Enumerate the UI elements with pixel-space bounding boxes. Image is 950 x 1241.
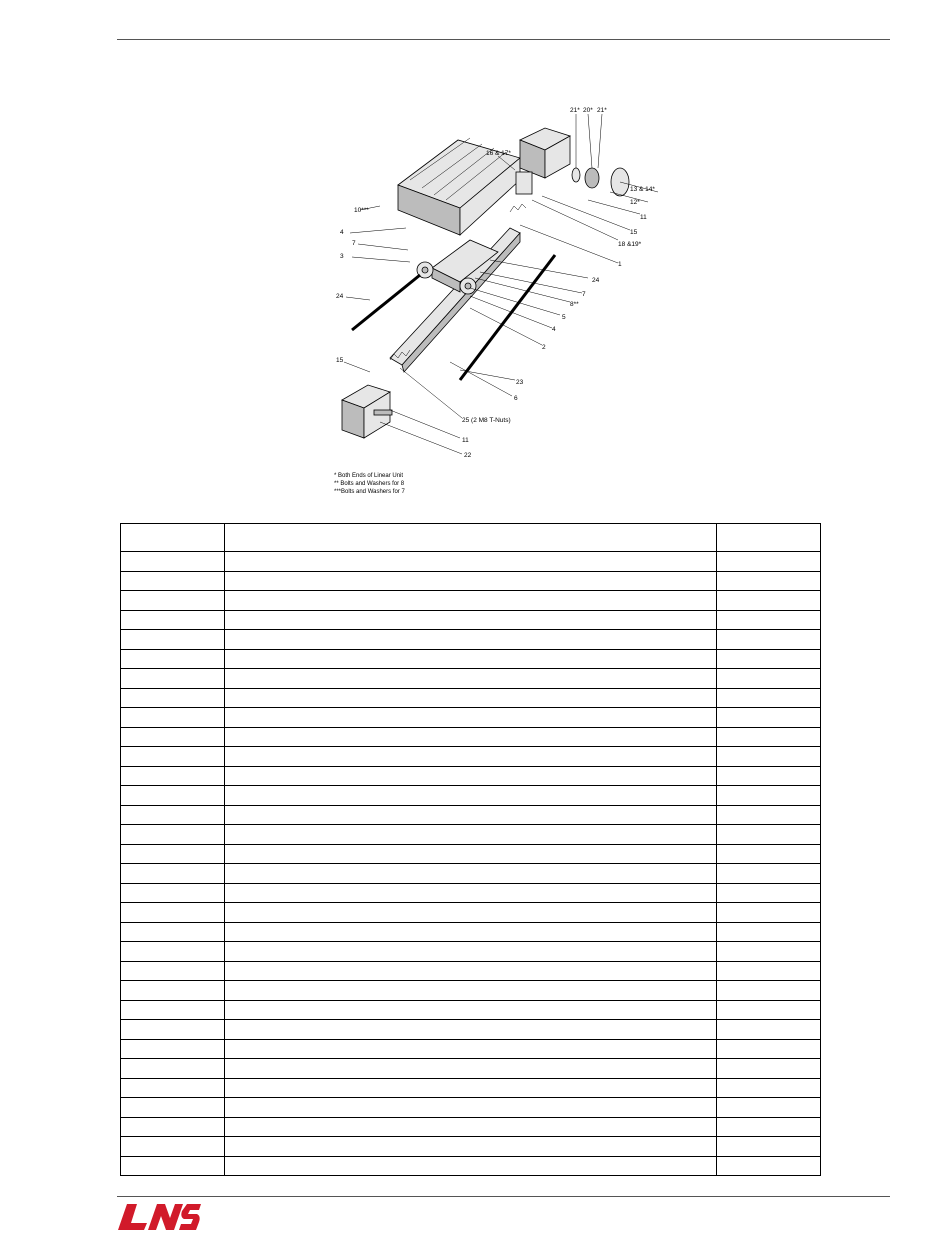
table-cell [121,981,225,1001]
table-cell [716,571,820,591]
note-line: ***Bolts and Washers for 7 [334,489,405,495]
table-cell [225,981,716,1001]
callout-6: 6 [514,395,518,402]
table-row [121,610,821,630]
table-cell [716,552,820,572]
table-cell [225,805,716,825]
table-cell [716,942,820,962]
table-row [121,708,821,728]
table-cell [716,1059,820,1079]
parts-table [120,523,821,1176]
callout-15a: 15 [630,229,638,236]
table-cell [121,649,225,669]
table-cell [716,649,820,669]
table-cell [225,747,716,767]
table-cell [225,903,716,923]
table-cell [225,1059,716,1079]
table-cell [716,727,820,747]
table-cell [716,844,820,864]
table-row [121,766,821,786]
table-row [121,649,821,669]
table-cell [716,610,820,630]
table-cell [716,747,820,767]
table-row [121,591,821,611]
table-row [121,1020,821,1040]
table-cell [225,1117,716,1137]
table-cell [225,883,716,903]
table-cell [121,786,225,806]
table-cell [225,1078,716,1098]
exploded-view-diagram [330,100,660,500]
table-cell [225,844,716,864]
table-cell [121,1078,225,1098]
callout-21b: 21* [597,107,607,114]
table-cell [225,1000,716,1020]
header-rule [117,39,890,40]
table-cell [121,591,225,611]
table-cell [225,1137,716,1157]
table-cell [225,1156,716,1176]
table-row [121,864,821,884]
note-line: * Both Ends of Linear Unit [334,473,404,479]
table-cell [225,571,716,591]
callout-11b: 11 [462,437,469,444]
table-row [121,669,821,689]
table-body [121,552,821,1176]
table-cell [716,766,820,786]
table-cell [716,591,820,611]
table-row [121,883,821,903]
table-cell [716,1156,820,1176]
table-cell [716,708,820,728]
table-cell [716,981,820,1001]
table-cell [121,1117,225,1137]
table-cell [225,961,716,981]
table-row [121,1117,821,1137]
table-cell [716,825,820,845]
table-cell [121,747,225,767]
table-row [121,1137,821,1157]
end-housing-bottom [342,385,392,438]
footer-rule [117,1196,890,1197]
table-cell [121,688,225,708]
end-housing-top [516,128,629,196]
callout-22: 22 [464,452,472,459]
table-cell [225,1098,716,1118]
table-cell [225,591,716,611]
table-cell [225,708,716,728]
callout-3: 3 [340,253,344,260]
callout-24b: 24 [336,293,344,300]
callout-2: 2 [542,344,546,351]
table-cell [716,864,820,884]
diagram-notes [334,472,405,496]
table-cell [121,942,225,962]
table-cell [716,786,820,806]
lns-logo [117,1202,201,1237]
callout-10: 10*** [354,207,369,214]
table-row [121,571,821,591]
table-row [121,825,821,845]
table-cell [716,1000,820,1020]
callout-18-19: 18 &19* [618,241,642,248]
callout-1: 1 [618,261,622,268]
table-header-cell [121,524,225,552]
table-cell [121,1098,225,1118]
callout-7a: 7 [352,240,356,247]
callout-20: 20* [583,107,593,114]
table-cell [225,766,716,786]
table-row [121,688,821,708]
table-cell [121,669,225,689]
table-row [121,747,821,767]
table-cell [716,1039,820,1059]
table-row [121,942,821,962]
table-cell [225,649,716,669]
table-cell [121,903,225,923]
table-cell [225,825,716,845]
table-cell [121,708,225,728]
table-cell [716,1098,820,1118]
table-cell [121,961,225,981]
table-cell [225,1020,716,1040]
table-cell [121,805,225,825]
callout-4a: 4 [340,229,344,236]
table-row [121,844,821,864]
table-cell [225,630,716,650]
table-row [121,1000,821,1020]
table-cell [225,552,716,572]
table-cell [225,727,716,747]
table-cell [716,805,820,825]
table-cell [121,922,225,942]
table-cell [716,922,820,942]
table-row [121,981,821,1001]
table-row [121,922,821,942]
table-row [121,1039,821,1059]
callout-15b: 15 [336,357,344,364]
table-cell [121,864,225,884]
callout-7b: 7 [582,291,586,298]
callout-13-14: 13 & 14* [630,186,655,193]
table-cell [121,1059,225,1079]
table-cell [716,1020,820,1040]
table-row [121,903,821,923]
table-row [121,786,821,806]
table-cell [716,961,820,981]
table-cell [225,610,716,630]
table-cell [225,688,716,708]
table-row [121,1098,821,1118]
table-cell [121,1039,225,1059]
table-row [121,805,821,825]
table-row [121,961,821,981]
table-row [121,727,821,747]
table-cell [121,825,225,845]
table-cell [716,669,820,689]
table-cell [121,727,225,747]
table-cell [225,942,716,962]
table-cell [716,903,820,923]
table-cell [716,630,820,650]
callout-21a: 21* [570,107,580,114]
table-row [121,552,821,572]
table-row [121,1156,821,1176]
callout-16-17: 16 & 17* [486,150,511,157]
table-cell [121,1000,225,1020]
callout-12: 12* [630,199,640,206]
table-header-row [121,524,821,552]
table-cell [121,630,225,650]
callout-5: 5 [562,314,566,321]
table-header-cell [225,524,716,552]
table-row [121,630,821,650]
table-cell [225,786,716,806]
table-cell [225,922,716,942]
note-line: ** Bolts and Washers for 8 [334,481,405,487]
table-cell [716,1137,820,1157]
callout-11a: 11 [640,214,647,221]
callout-25: 25 (2 M8 T-Nuts) [462,417,511,424]
table-cell [716,1117,820,1137]
table-row [121,1078,821,1098]
table-row [121,1059,821,1079]
table-cell [121,766,225,786]
callout-4b: 4 [552,326,556,333]
table-cell [121,1156,225,1176]
table-cell [121,571,225,591]
table-cell [716,688,820,708]
table-cell [225,864,716,884]
callout-24a: 24 [592,277,600,284]
table-header-cell [716,524,820,552]
table-cell [121,1137,225,1157]
table-cell [121,883,225,903]
table-cell [121,610,225,630]
table-cell [716,1078,820,1098]
callout-23: 23 [516,379,524,386]
table-cell [716,883,820,903]
table-cell [121,844,225,864]
table-cell [225,669,716,689]
table-cell [225,1039,716,1059]
table-cell [121,552,225,572]
table-cell [121,1020,225,1040]
callout-8: 8** [570,301,579,308]
